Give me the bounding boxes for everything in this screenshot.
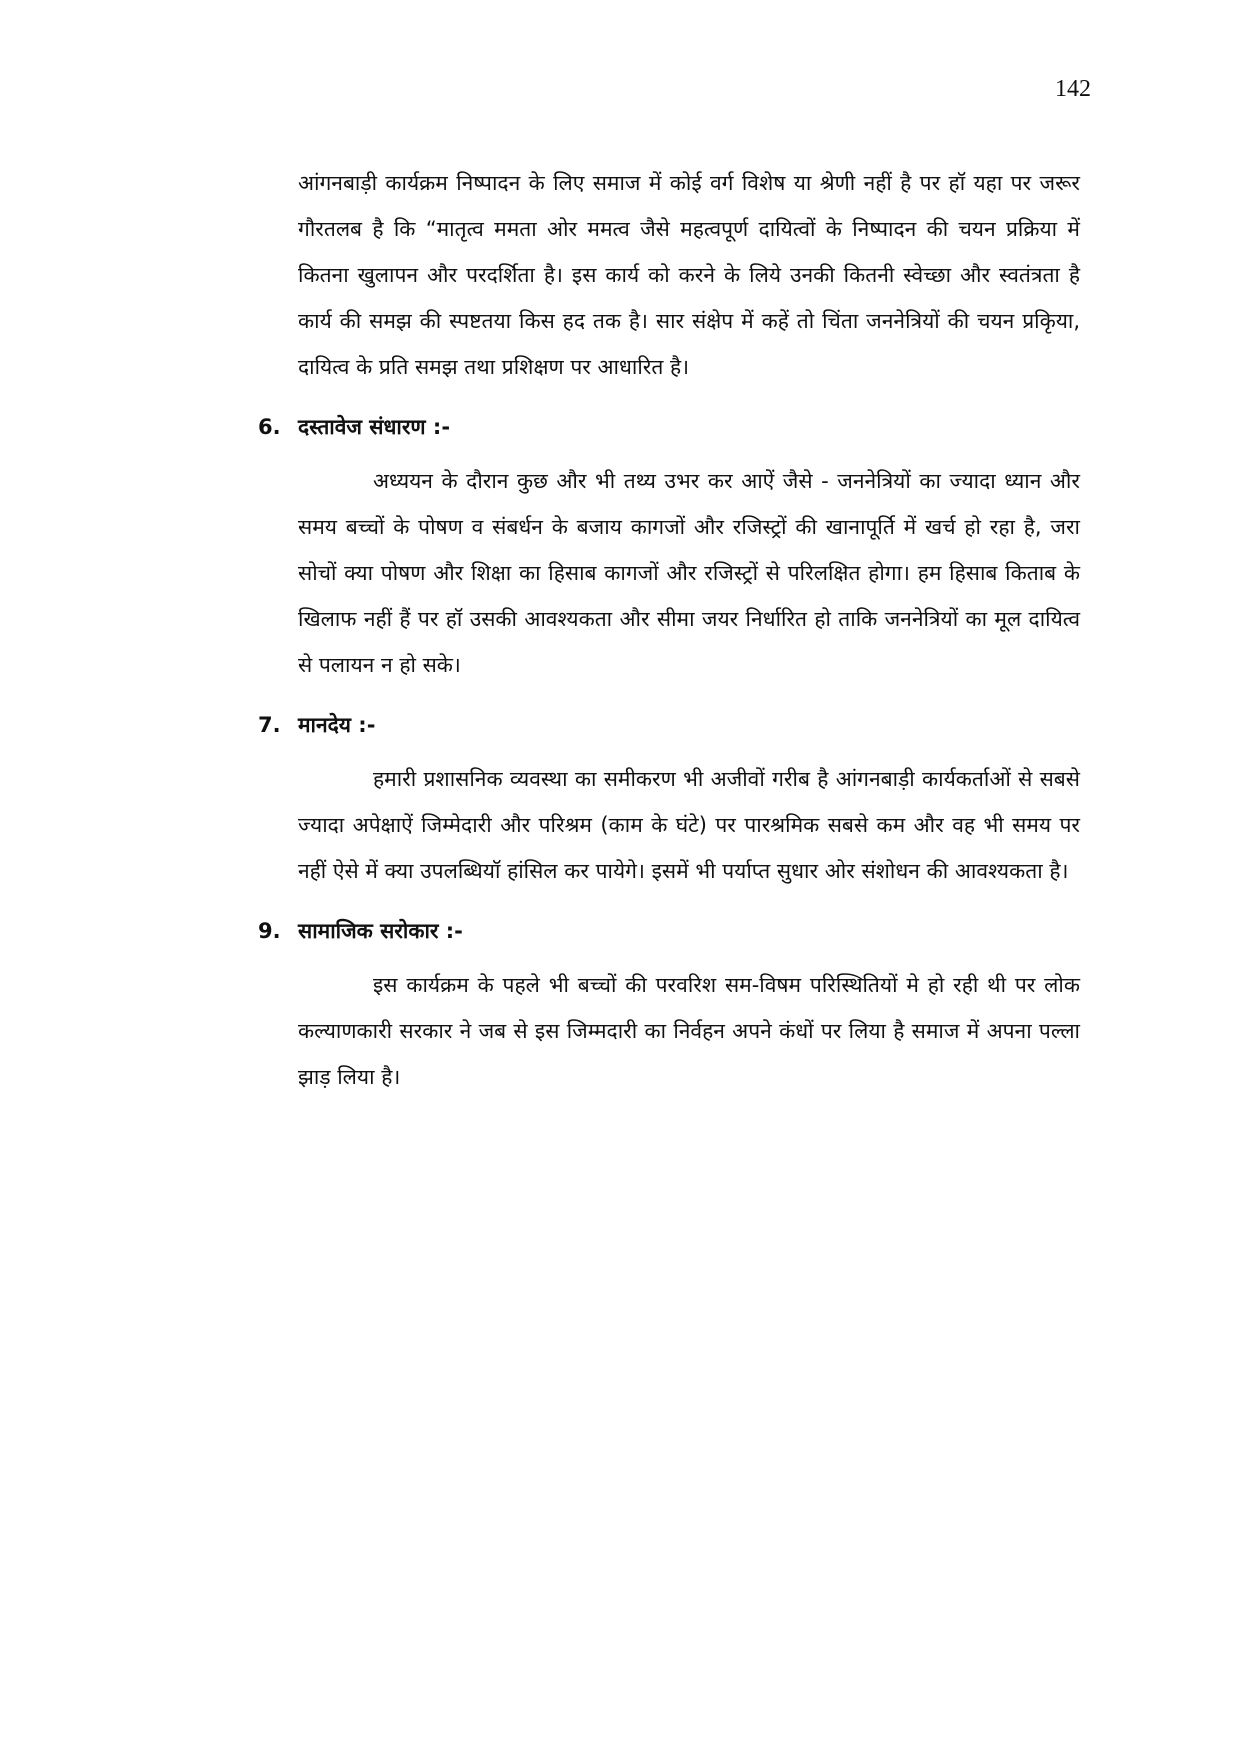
- section-heading-6: [258, 408, 1080, 446]
- page-number: 142: [1055, 76, 1091, 102]
- section-heading-9: [258, 912, 1080, 950]
- section-heading-7: [258, 706, 1080, 744]
- section-number: 9.: [258, 919, 281, 943]
- section-title: सामाजिक सरोकार :-: [298, 919, 463, 943]
- section-paragraph-9: इस कार्यक्रम के पहले भी बच्चों की परवरिश सम-विषम परिस्थितियों मे हो रही थी पर लोक कल्याणकारी सरकार ने जब से इस जिम्मदारी का निर्वहन अपने कंधों पर लिया है समाज में अपना पल्ला झाड़ लिया है।: [298, 973, 1080, 1089]
- section-paragraph-7: हमारी प्रशासनिक व्यवस्था का समीकरण भी अजीवों गरीब है आंगनबाड़ी कार्यकर्ताओं से सबसे ज्यादा अपेक्षाऐं जिम्मेदारी और परिश्रम (काम के घंटे) पर पारश्रमिक सबसे कम और वह भी समय पर नहीं ऐसे में क्या उपलब्धियॉ हांसिल कर पायेगे। इसमें भी पर्याप्त सुधार ओर संशोधन की आवश्यकता है।: [298, 767, 1080, 883]
- section-title: दस्तावेज संधारण :-: [298, 415, 451, 439]
- section-paragraph-6: अध्ययन के दौरान कुछ और भी तथ्य उभर कर आऐं जैसे - जननेत्रियों का ज्यादा ध्यान और समय बच्चों के पोषण व संबर्धन के बजाय कागजों और रजिस्ट्रों की खानापूर्ति में खर्च हो रहा है, जरा सोचों क्या पोषण और शिक्षा का हिसाब कागजों और रजिस्ट्रों से परिलक्षित होगा। हम हिसाब किताब के खिलाफ नहीं हैं पर हॉ उसकी आवश्यकता और सीमा जयर निर्धारित हो ताकि जननेत्रियों का मूल दायित्व से पलायन न हो सके।: [298, 469, 1080, 677]
- intro-paragraph: आंगनबाड़ी कार्यक्रम निष्पादन के लिए समाज में कोई वर्ग विशेष या श्रेणी नहीं है पर हॉ यहा पर जरूर गौरतलब है कि “मातृत्व ममता ओर ममत्व जैसे महत्वपूर्ण दायित्वों के निष्पादन की चयन प्रक्रिया में कितना खुलापन और परदर्शिता है। इस कार्य को करने के लिये उनकी कितनी स्वेच्छा और स्वतंत्रता है कार्य की समझ की स्पष्टतया किस हद तक है। सार संक्षेप में कहें तो चिंता जननेत्रियों की चयन प्रकृिया, दायित्व के प्रति समझ तथा प्रशिक्षण पर आधारित है।: [298, 171, 1080, 379]
- document-body: [258, 160, 1080, 1100]
- section-number: 7.: [258, 713, 281, 737]
- section-title: मानदेय :-: [298, 713, 376, 737]
- section-number: 6.: [258, 415, 281, 439]
